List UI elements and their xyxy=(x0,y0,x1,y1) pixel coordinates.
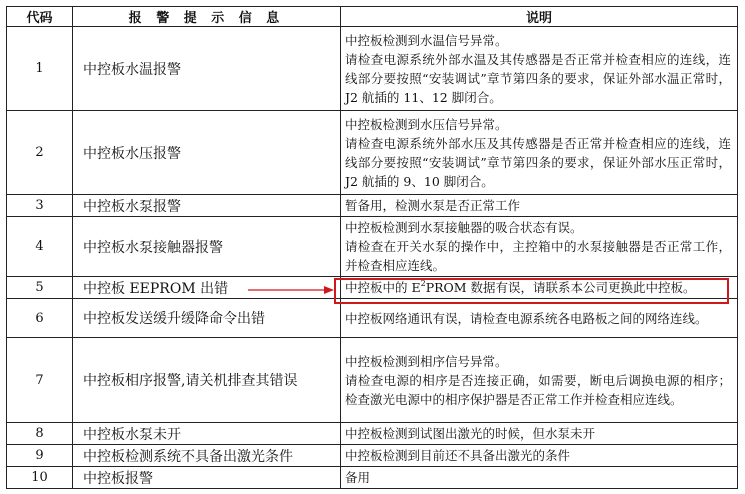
description-line: 备用 xyxy=(345,470,371,485)
description-line: 中控板检测到水泵接触器的吸合状态有误。 xyxy=(345,220,583,235)
row-code: 8 xyxy=(7,423,73,445)
highlight-box xyxy=(334,278,729,304)
row-message: 中控板报警 xyxy=(73,467,341,489)
table-body xyxy=(7,27,738,489)
row-message: 中控板水泵未开 xyxy=(73,423,341,445)
row-code: 4 xyxy=(7,217,73,277)
description-line: 中控板检测到目前还不具备出激光的条件 xyxy=(345,448,571,463)
row-code: 6 xyxy=(7,299,73,338)
row-message: 中控板水泵报警 xyxy=(73,195,341,217)
row-description xyxy=(341,423,738,445)
row-message: 中控板检测系统不具备出激光条件 xyxy=(73,445,341,467)
row-description xyxy=(341,445,738,467)
row-message: 中控板水温报警 xyxy=(73,27,341,111)
row-code: 1 xyxy=(7,27,73,111)
row-code: 10 xyxy=(7,467,73,489)
row-code: 2 xyxy=(7,111,73,195)
row-description xyxy=(341,299,738,338)
description-line: 中控板检测到试图出激光的时候，但水泵未开 xyxy=(345,426,596,441)
table-row xyxy=(7,195,738,217)
e2prom-text-before: 中控板中的 E xyxy=(345,280,421,295)
arrow-icon xyxy=(248,283,334,297)
row-code: 5 xyxy=(7,277,73,299)
alarm-code-table xyxy=(6,6,738,489)
row-description xyxy=(341,217,738,277)
row-message: 中控板 EEPROM 出错 xyxy=(73,277,341,299)
row-message: 中控板相序报警,请关机排查其错误 xyxy=(73,338,341,423)
row-message: 中控板发送缓升缓降命令出错 xyxy=(73,299,341,338)
table-row xyxy=(7,423,738,445)
table-header-row xyxy=(7,7,738,27)
header-code: 代码 xyxy=(7,7,73,27)
table-row xyxy=(7,111,738,195)
table-row xyxy=(7,338,738,423)
row-description xyxy=(341,111,738,195)
description-line: 请检查电源系统外部水温及其传感器是否正常并检查相应的连线，连线部分要按照“安装调试”章节第四条的要求，保证外部水温正常时，J2 航插的 11、12 脚闭合。 xyxy=(345,51,731,105)
table-row xyxy=(7,467,738,489)
header-description: 说明 xyxy=(341,7,738,27)
description-line: 请检查电源系统外部水压及其传感器是否正常并检查相应的连线，连线部分要按照“安装调试”章节第四条的要求，保证外部水压正常时，J2 航插的 9、10 脚闭合。 xyxy=(345,135,731,189)
row-description xyxy=(341,195,738,217)
table-row xyxy=(7,299,738,338)
row-description xyxy=(341,338,738,423)
row-code: 7 xyxy=(7,338,73,423)
row-code: 3 xyxy=(7,195,73,217)
row-code: 9 xyxy=(7,445,73,467)
header-message: 报 警 提 示 信 息 xyxy=(73,7,341,27)
description-line: 请检查在开关水泵的操作中，主控箱中的水泵接触器是否正常工作，并检查相应连线。 xyxy=(345,239,731,273)
e2prom-text-after: PROM 数据有误，请联系本公司更换此中控板。 xyxy=(425,280,696,295)
table-row xyxy=(7,217,738,277)
table-row xyxy=(7,27,738,111)
e2prom-superscript: 2 xyxy=(420,279,426,288)
row-description xyxy=(341,467,738,489)
row-message: 中控板水泵接触器报警 xyxy=(73,217,341,277)
description-line: 请检查电源的相序是否连接正确，如需要，断电后调换电源的相序；检查激光电源中的相序保护器是否正常工作并检查相应连线。 xyxy=(345,372,731,407)
row-description xyxy=(341,27,738,111)
description-line: 暂备用，检测水泵是否正常工作 xyxy=(345,198,521,213)
description-line: 中控板检测到水温信号异常。 xyxy=(345,32,508,48)
description-line: 中控板网络通讯有误，请检查电源系统各电路板之间的网络连线。 xyxy=(345,310,708,326)
table-row xyxy=(7,445,738,467)
description-line: 中控板检测到相序信号异常。 xyxy=(345,353,508,369)
row-message: 中控板水压报警 xyxy=(73,111,341,195)
description-line: 中控板检测到水压信号异常。 xyxy=(345,116,508,132)
